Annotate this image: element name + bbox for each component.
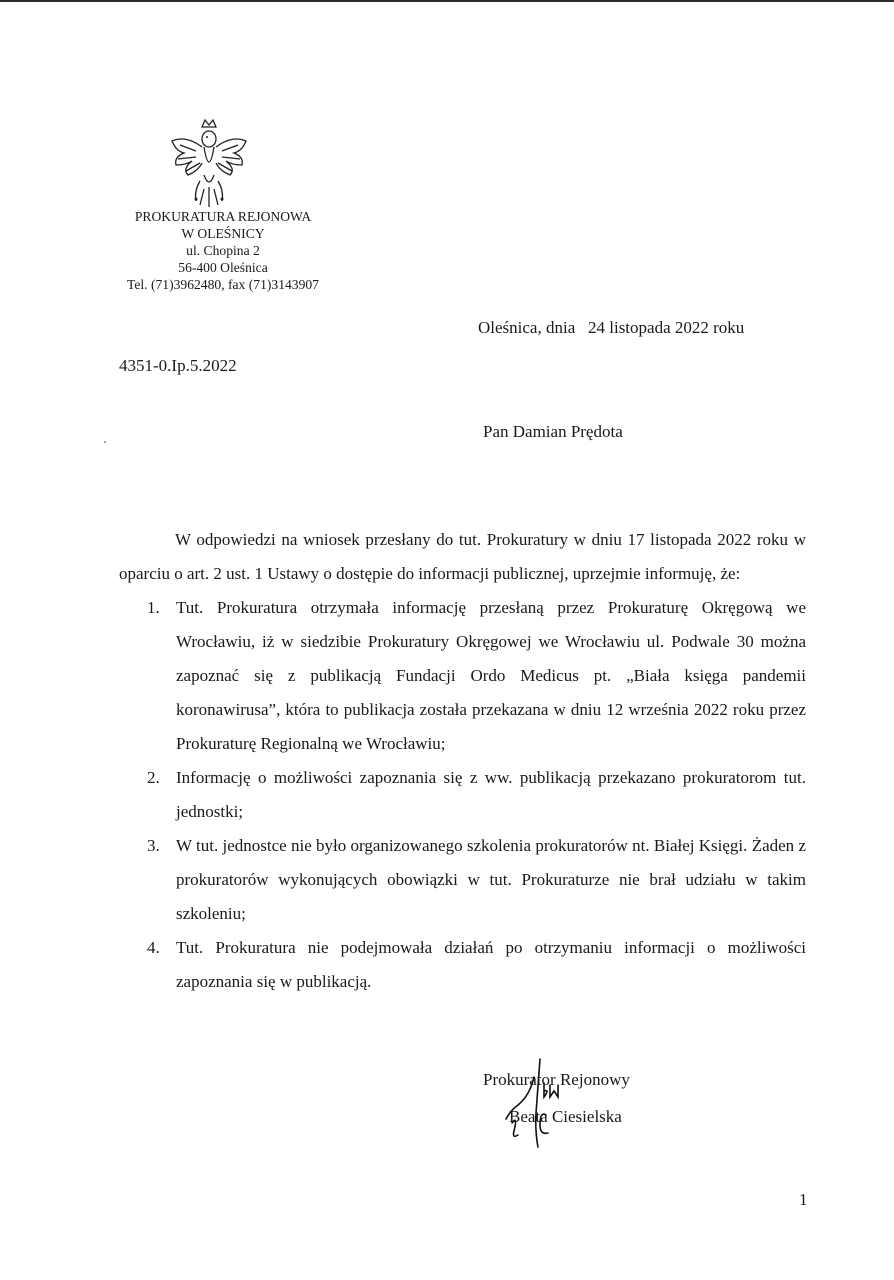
signatory-name: Beata Ciesielska	[509, 1107, 622, 1126]
item-number: 1.	[147, 598, 160, 617]
case-reference: 4351-0.Ip.5.2022	[119, 356, 237, 375]
item-text: Informację o możliwości zapoznania się z ww. publikacją przekazano prokuratorom tut. jednostki;	[176, 768, 806, 821]
intro-paragraph: W odpowiedzi na wniosek przesłany do tut. Prokuratury w dniu 17 listopada 2022 roku w oparciu o art. 2 ust. 1 Ustawy o dostępie do informacji publicznej, uprzejmie informuję, że:	[119, 530, 806, 583]
list-item	[119, 761, 806, 829]
recipient: Pan Damian Prędota	[483, 422, 623, 441]
item-text: W tut. jednostce nie było organizowanego szkolenia prokuratorów nt. Białej Księgi. Żaden z prokuratorów wykonujących obowiązki w tut. Prokuraturze nie brał udziału w takim szkoleniu;	[176, 836, 806, 923]
office-postal: 56-400 Oleśnica	[178, 260, 268, 275]
polish-eagle-emblem-icon	[166, 117, 252, 209]
list-item	[119, 591, 806, 761]
answer-list	[119, 591, 806, 999]
handwritten-signature	[492, 1055, 572, 1150]
item-text: Tut. Prokuratura otrzymała informację przesłaną przez Prokuraturę Okręgową we Wrocławiu, iż w siedzibie Prokuratury Okręgowej we Wrocławiu ul. Podwale 30 można zapoznać się z publikacją Fundacji Ordo Medicus pt. „Biała księga pandemii koronawirusa”, która to publikacja została przekazana w dniu 12 września 2022 roku przez Prokuraturę Regionalną we Wrocławiu;	[176, 598, 806, 753]
item-number: 4.	[147, 938, 160, 957]
item-number: 3.	[147, 836, 160, 855]
list-item	[119, 931, 806, 999]
scan-speck	[104, 441, 106, 443]
office-street: ul. Chopina 2	[186, 243, 260, 258]
office-city: W OLEŚNICY	[181, 226, 265, 241]
page-number: 1	[799, 1190, 808, 1209]
letter-body	[119, 523, 806, 999]
letter-date: Oleśnica, dnia 24 listopada 2022 roku	[478, 318, 745, 337]
item-text: Tut. Prokuratura nie podejmowała działań po otrzymaniu informacji o możliwości zapoznania się w publikacją.	[176, 938, 806, 991]
office-phone-fax: Tel. (71)3962480, fax (71)3143907	[127, 277, 319, 292]
page-top-edge	[0, 0, 894, 2]
signatory-title: Prokurator Rejonowy	[483, 1070, 630, 1089]
list-item	[119, 829, 806, 931]
office-name: PROKURATURA REJONOWA	[134, 209, 312, 224]
issuing-office	[108, 208, 338, 293]
item-number: 2.	[147, 768, 160, 787]
